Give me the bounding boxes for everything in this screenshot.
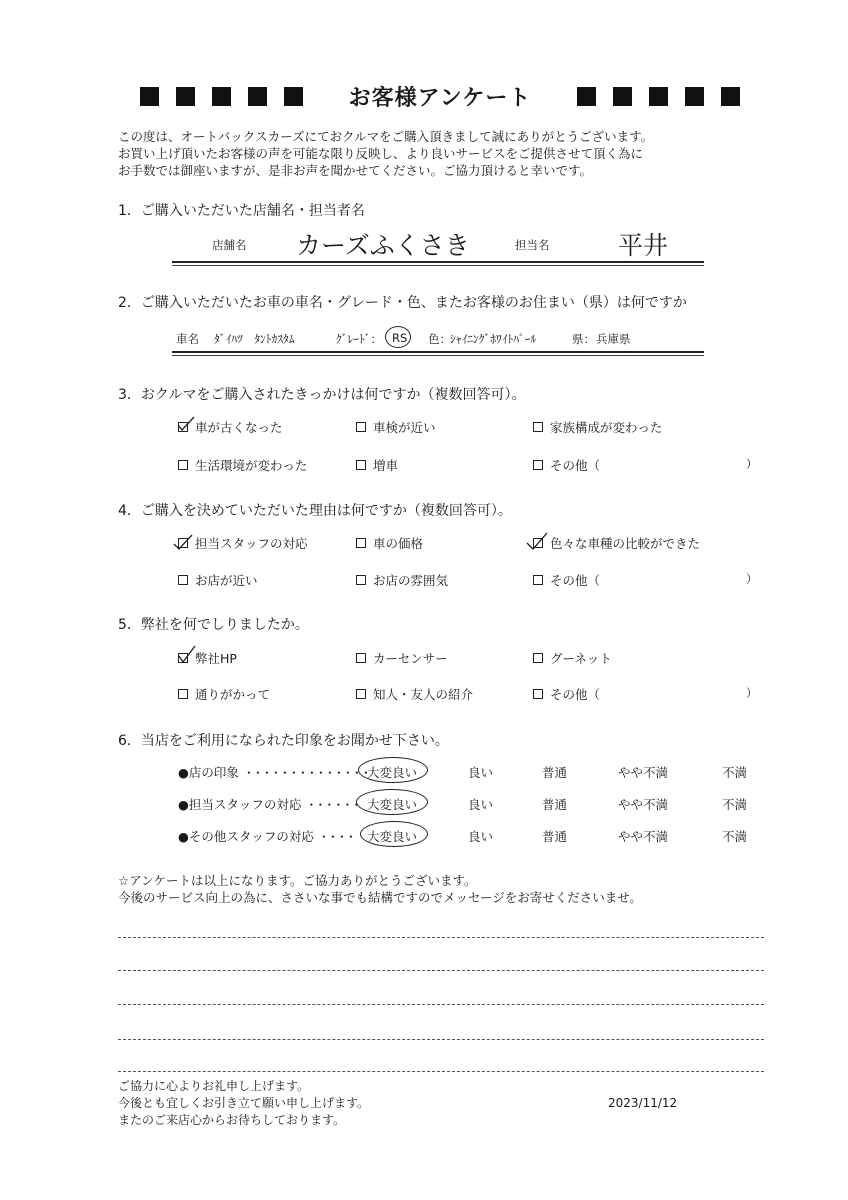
option-label: お店が近い — [195, 573, 258, 588]
rating-row-label: ●その他スタッフの対応 — [178, 829, 314, 844]
q3-option-3[interactable] — [533, 418, 662, 436]
option-label: グーネット — [550, 651, 612, 666]
rating-option[interactable]: 不満 — [722, 829, 748, 844]
staff-label: 担当名 — [515, 238, 550, 252]
checkbox[interactable] — [533, 422, 543, 432]
option-label: 車の価格 — [373, 536, 424, 551]
close-paren: ） — [746, 572, 758, 586]
square-icon — [721, 87, 740, 106]
q1-question: 1．ご購入いただいた店舗名・担当者名 — [118, 203, 365, 219]
square-icon — [649, 87, 668, 106]
q5-option-5[interactable] — [356, 685, 473, 703]
rating-option[interactable]: 普通 — [542, 797, 568, 812]
rating-option[interactable]: 良い — [468, 797, 494, 812]
closing-line-2: 今後のサービス向上の為に、ささいな事でも結構ですのでメッセージをお寄せくださいませ。 — [118, 890, 642, 905]
option-label: 家族構成が変わった — [550, 420, 663, 435]
q6-question: 6．当店をご利用になられた印象をお聞かせ下さい。 — [118, 733, 449, 749]
q2-question: 2．ご購入いただいたお車の車名・グレード・色、またお客様のお住まい（県）は何ですか — [118, 295, 687, 311]
checkbox[interactable] — [533, 575, 543, 585]
checkbox[interactable] — [356, 689, 366, 699]
square-icon — [248, 87, 267, 106]
q4-question: 4．ご購入を決めていただいた理由は何ですか（複数回答可）。 — [118, 503, 512, 519]
checkbox[interactable] — [533, 689, 543, 699]
square-icon — [685, 87, 704, 106]
q4-option-1[interactable] — [178, 534, 308, 552]
option-label: 車検が近い — [373, 420, 436, 435]
q4-option-4[interactable] — [178, 571, 258, 589]
checkbox[interactable] — [356, 575, 366, 585]
square-icon — [140, 87, 159, 106]
footer-line: ご協力に心よりお礼申し上げます。 — [118, 1079, 310, 1093]
square-icon — [212, 87, 231, 106]
rating-row-staff — [178, 795, 359, 813]
option-label: その他（ — [550, 458, 601, 473]
rating-option[interactable]: 普通 — [542, 829, 568, 844]
intro-text — [118, 128, 653, 179]
rating-row-other-staff — [178, 827, 354, 845]
selected-circle-mark — [358, 757, 428, 783]
footer-text — [118, 1078, 369, 1129]
rating-option[interactable]: 大変良い — [367, 797, 418, 812]
square-icon — [176, 87, 195, 106]
grade-circle-mark — [385, 326, 411, 348]
checkbox[interactable] — [356, 460, 366, 470]
square-icon — [577, 87, 596, 106]
checkbox[interactable] — [356, 653, 366, 663]
q4-option-6[interactable] — [533, 571, 600, 589]
checkmark-icon — [177, 416, 195, 432]
rating-option[interactable]: 不満 — [722, 765, 748, 780]
checkmark-icon — [526, 532, 548, 550]
checkbox[interactable] — [178, 689, 188, 699]
q3-option-2[interactable] — [356, 418, 436, 436]
message-line[interactable] — [118, 1071, 764, 1072]
survey-date: 2023/11/12 — [608, 1096, 678, 1110]
q2-underline — [172, 351, 704, 353]
option-label: 生活環境が変わった — [195, 458, 308, 473]
q3-option-4[interactable] — [178, 456, 307, 474]
option-label: 担当スタッフの対応 — [195, 536, 308, 551]
checkmark-icon — [173, 534, 193, 550]
store-value[interactable]: カーズふくさき — [296, 231, 470, 260]
close-paren: ） — [746, 686, 758, 700]
footer-line: 今後とも宜しくお引き立て願い申し上げます。 — [118, 1096, 370, 1110]
color-value[interactable]: ｼｬｲﾆﾝｸﾞﾎﾜｲﾄﾊﾟｰﾙ — [450, 332, 537, 346]
color-label: 色： — [428, 332, 451, 346]
title-row — [140, 80, 740, 112]
intro-line: お買い上げ頂いたお客様の声を可能な限り反映し、より良いサービスをご提供させて頂く為に — [118, 146, 644, 161]
rating-row-label: ●担当スタッフの対応 — [178, 797, 302, 812]
pref-value[interactable]: 兵庫県 — [596, 332, 631, 346]
grade-value[interactable]: RS — [392, 331, 408, 345]
q5-option-1[interactable] — [178, 649, 237, 667]
leader-dots: ・・・・・・・・・・・・・・ — [242, 765, 369, 780]
leader-dots: ・・・・・・ — [305, 797, 360, 812]
checkbox[interactable] — [533, 538, 543, 548]
title-decoration-right — [577, 87, 740, 106]
close-paren: ） — [746, 457, 758, 471]
checkbox[interactable] — [356, 538, 366, 548]
rating-option[interactable]: 良い — [468, 765, 494, 780]
checkbox[interactable] — [178, 538, 188, 548]
message-line[interactable] — [118, 937, 764, 938]
checkbox[interactable] — [178, 575, 188, 585]
option-label: 弊社HP — [195, 651, 237, 666]
checkbox[interactable] — [178, 653, 188, 663]
option-label: その他（ — [550, 687, 601, 702]
checkbox[interactable] — [178, 460, 188, 470]
pref-label: 県： — [572, 332, 595, 346]
rating-option[interactable]: 不満 — [722, 797, 748, 812]
square-icon — [613, 87, 632, 106]
q3-option-6[interactable] — [533, 456, 600, 474]
q3-option-1[interactable] — [178, 418, 283, 436]
checkbox[interactable] — [356, 422, 366, 432]
square-icon — [284, 87, 303, 106]
rating-option[interactable]: 普通 — [542, 765, 568, 780]
intro-line: この度は、オートバックスカーズにておクルマをご購入頂きまして誠にありがとうございます。 — [118, 129, 654, 144]
q5-option-4[interactable] — [178, 685, 270, 703]
q5-question: 5．弊社を何でしりましたか。 — [118, 617, 309, 633]
checkbox[interactable] — [178, 422, 188, 432]
option-label: 車が古くなった — [195, 420, 283, 435]
q1-underline-inner — [172, 265, 704, 266]
option-label: 色々な車種の比較ができた — [550, 536, 701, 551]
car-value[interactable]: ﾀﾞｲﾊﾂ ﾀﾝﾄｶｽﾀﾑ — [214, 332, 295, 346]
rating-option[interactable]: 大変良い — [367, 829, 418, 844]
q4-option-5[interactable] — [356, 571, 448, 589]
q3-question: 3．おクルマをご購入されたきっかけは何ですか（複数回答可）。 — [118, 387, 526, 403]
car-label: 車名 — [176, 332, 199, 346]
option-label: 知人・友人の紹介 — [373, 687, 474, 702]
option-label: 増車 — [373, 458, 399, 473]
selected-circle-mark — [360, 821, 428, 847]
checkbox[interactable] — [533, 460, 543, 470]
q5-option-2[interactable] — [356, 649, 448, 667]
q1-underline — [172, 261, 704, 263]
q5-option-6[interactable] — [533, 685, 600, 703]
rating-option[interactable]: やや不満 — [618, 765, 669, 780]
q3-option-5[interactable] — [356, 456, 398, 474]
closing-line-1: ☆アンケートは以上になります。ご協力ありがとうございます。 — [118, 873, 477, 888]
checkmark-icon — [178, 645, 196, 663]
option-label: お店の雰囲気 — [373, 573, 449, 588]
message-line[interactable] — [118, 970, 764, 971]
option-label: カーセンサー — [373, 651, 448, 666]
q5-option-3[interactable] — [533, 649, 612, 667]
grade-label: ｸﾞﾚｰﾄﾞ： — [336, 332, 382, 346]
checkbox[interactable] — [533, 653, 543, 663]
rating-option[interactable]: 良い — [468, 829, 494, 844]
rating-row-label: ●店の印象 — [178, 765, 239, 780]
store-label: 店舗名 — [212, 238, 247, 252]
rating-row-store — [178, 763, 369, 781]
page-title: お客様アンケート — [348, 85, 532, 111]
q4-option-3[interactable] — [533, 534, 700, 552]
title-decoration-left — [140, 87, 303, 106]
message-line[interactable] — [118, 1039, 764, 1040]
footer-line: またのご来店心からお待ちしております。 — [118, 1113, 346, 1127]
rating-option[interactable]: やや不満 — [618, 829, 669, 844]
selected-circle-mark — [356, 789, 428, 815]
intro-line: お手数では御座いますが、是非お声を聞かせてください。ご協力頂けると幸いです。 — [118, 163, 593, 178]
option-label: その他（ — [550, 573, 601, 588]
rating-option[interactable]: 大変良い — [367, 765, 418, 780]
q4-option-2[interactable] — [356, 534, 423, 552]
leader-dots: ・・・・ — [317, 829, 354, 844]
q2-underline-inner — [172, 355, 704, 356]
staff-value[interactable]: 平井 — [618, 231, 669, 260]
option-label: 通りがかって — [195, 687, 271, 702]
rating-option[interactable]: やや不満 — [618, 797, 669, 812]
message-line[interactable] — [118, 1004, 764, 1005]
